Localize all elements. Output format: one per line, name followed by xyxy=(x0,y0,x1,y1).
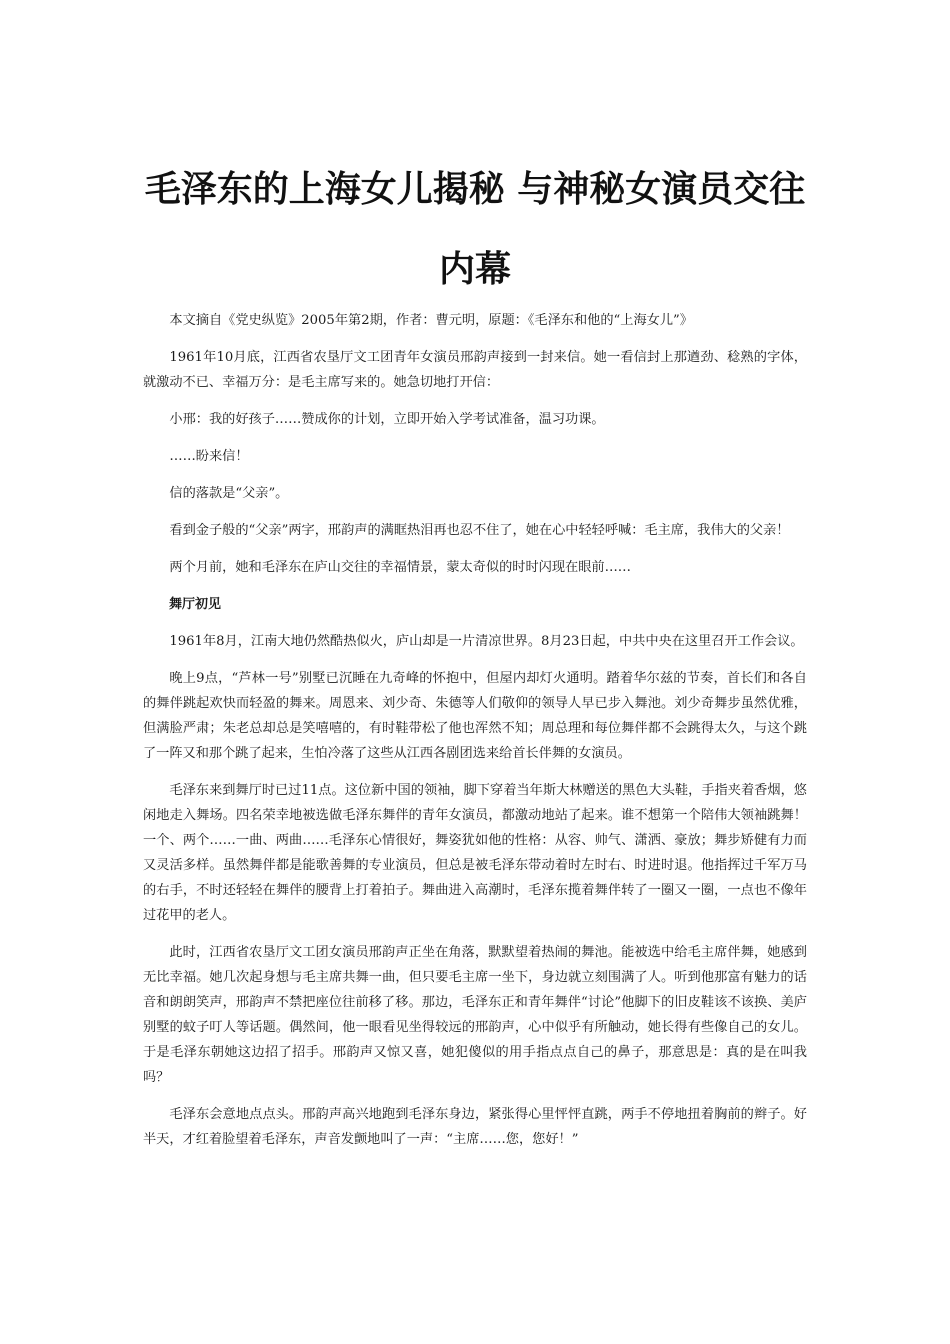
paragraph: 此时，江西省农垦厅文工团女演员邢韵声正坐在角落，默默望着热闹的舞池。能被选中给毛主席伴舞，她感到无比幸福。她几次起身想与毛主席共舞一曲，但只要毛主席一坐下，身边就立刻围满了人。听到他那富有魅力的话音和朗朗笑声，邢韵声不禁把座位往前移了移。那边，毛泽东正和青年舞伴“讨论”他脚下的旧皮鞋该不该换、美庐别墅的蚊子叮人等话题。偶然间，他一眼看见坐得较远的邢韵声，心中似乎有所触动，她长得有些像自己的女儿。于是毛泽东朝她这边招了招手。邢韵声又惊又喜，她犯傻似的用手指点点自己的鼻子，那意思是：真的是在叫我吗？ xyxy=(143,945,807,1085)
paragraph: ……盼来信！ xyxy=(169,449,249,464)
paragraph: 1961年8月，江南大地仍然酷热似火，庐山却是一片清凉世界。8月23日起，中共中央在这里召开工作会议。 xyxy=(169,634,804,649)
paragraph: 两个月前，她和毛泽东在庐山交往的幸福情景，蒙太奇似的时时闪现在眼前…… xyxy=(169,560,631,575)
paragraph: 看到金子般的“父亲”两字，邢韵声的满眶热泪再也忍不住了，她在心中轻轻呼喊：毛主席，我伟大的父亲！ xyxy=(169,523,790,538)
paragraph: 小邢：我的好孩子……赞成你的计划，立即开始入学考试准备，温习功课。 xyxy=(169,412,605,427)
paragraph: 晚上9点，“芦林一号”别墅已沉睡在九奇峰的怀抱中，但屋内却灯火通明。踏着华尔兹的节奏，首长们和各自的舞伴跳起欢快而轻盈的舞来。周恩来、刘少奇、朱德等人们敬仰的领导人早已步入舞池。刘少奇舞步虽然优雅，但满脸严肃；朱老总却总是笑嘻嘻的，有时鞋带松了他也浑然不知；周总理和每位舞伴都不会跳得太久，与这个跳了一阵又和那个跳了起来，生怕冷落了这些从江西各剧团选来给首长伴舞的女演员。 xyxy=(143,671,807,761)
paragraph: 毛泽东来到舞厅时已过11点。这位新中国的领袖，脚下穿着当年斯大林赠送的黑色大头鞋，手指夹着香烟，悠闲地走入舞场。四名荣幸地被选做毛泽东舞伴的青年女演员，都激动地站了起来。谁不想第一个陪伟大领袖跳舞！一个、两个……一曲、两曲……毛泽东心情很好，舞姿犹如他的性格：从容、帅气、潇洒、豪放；舞步矫健有力而又灵活多样。虽然舞伴都是能歌善舞的专业演员，但总是被毛泽东带动着时左时右、时进时退。他指挥过千军万马的右手，不时还轻轻在舞伴的腰背上打着拍子。舞曲进入高潮时，毛泽东揽着舞伴转了一圈又一圈，一点也不像年过花甲的老人。 xyxy=(143,783,807,923)
paragraph: 毛泽东会意地点点头。邢韵声高兴地跑到毛泽东身边，紧张得心里怦怦直跳，两手不停地扭着胸前的辫子。好半天，才红着脸望着毛泽东，声音发颤地叫了一声：“主席……您，您好！” xyxy=(143,1107,807,1147)
article-body xyxy=(143,308,807,1164)
paragraph: 本文摘自《党史纵览》2005年第2期，作者：曹元明，原题：《毛泽东和他的“上海女儿”》 xyxy=(169,313,693,328)
paragraph: 信的落款是“父亲”。 xyxy=(169,486,289,501)
section-heading: 舞厅初见 xyxy=(169,597,222,612)
document-title: 毛泽东的上海女儿揭秘 与神秘女演员交往内幕 xyxy=(144,169,806,290)
paragraph: 1961年10月底，江西省农垦厅文工团青年女演员邢韵声接到一封来信。她一看信封上那遒劲、稔熟的字体，就激动不已、幸福万分：是毛主席写来的。她急切地打开信： xyxy=(143,350,807,390)
